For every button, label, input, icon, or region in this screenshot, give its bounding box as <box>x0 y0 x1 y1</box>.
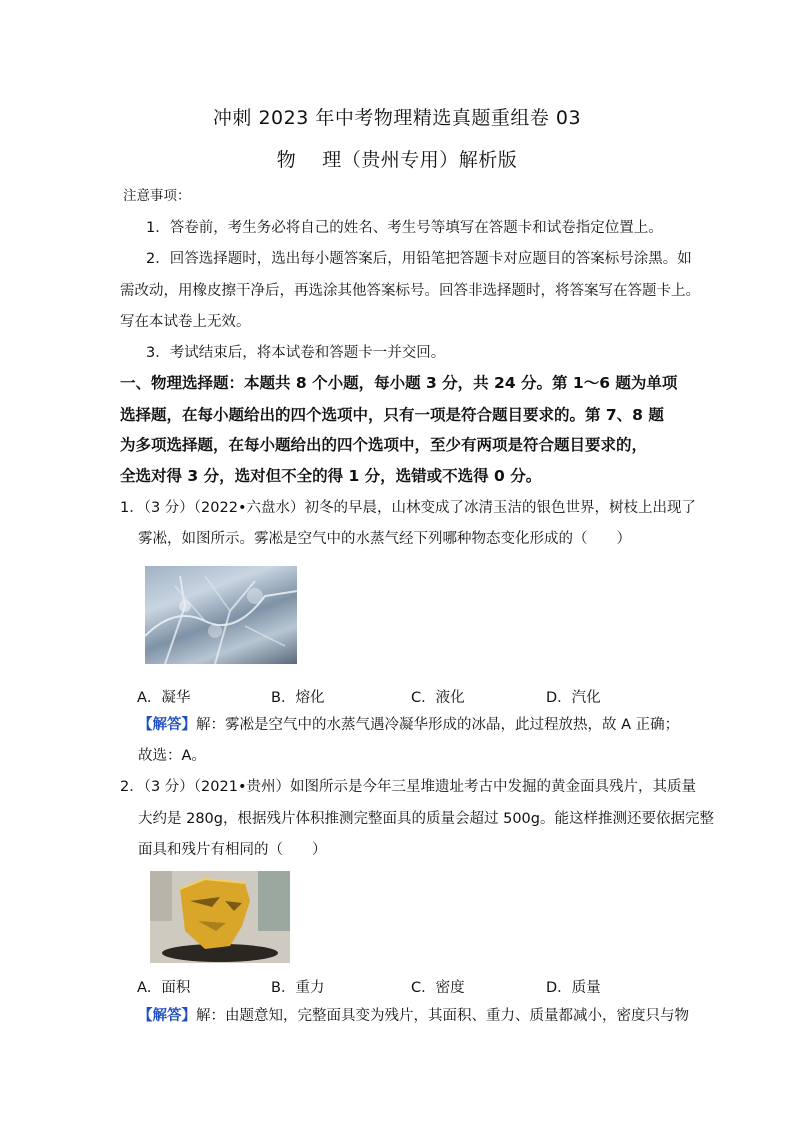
answer-tag: 【解答】 <box>138 1008 196 1024</box>
page-subtitle: 物 理（贵州专用）解析版 <box>276 149 518 171</box>
section-1-line-2: 选择题，在每小题给出的四个选项中，只有一项是符合题目要求的。第 7、8 题 <box>120 406 664 424</box>
q2-option-a: A．面积 <box>137 980 191 996</box>
q1-option-c: C．液化 <box>411 690 465 706</box>
question-2-line-2: 大约是 280g，根据残片体积推测完整面具的质量会超过 500g。能这样推测还要依据完整 <box>138 811 714 827</box>
q1-option-b: B．熔化 <box>271 690 325 706</box>
q2-option-b: B．重力 <box>271 980 325 996</box>
q2-answer <box>138 1009 689 1024</box>
notice-item-3: 3．考试结束后，将本试卷和答题卡一并交回。 <box>146 345 446 361</box>
notice-item-1: 1．答卷前，考生务必将自己的姓名、考生号等填写在答题卡和试卷指定位置上。 <box>146 220 663 236</box>
section-1-line-1: 一、物理选择题：本题共 8 个小题，每小题 3 分，共 24 分。第 1～6 题为单项 <box>120 374 678 392</box>
q1-answer <box>138 718 679 733</box>
answer-tag: 【解答】 <box>138 717 196 733</box>
notice-item-2-line-1: 2．回答选择题时，选出每小题答案后，用铅笔把答题卡对应题目的答案标号涂黑。如 <box>146 251 692 267</box>
question-1-line-2: 雾凇，如图所示。雾凇是空气中的水蒸气经下列哪种物态变化形成的（ ） <box>138 531 631 547</box>
q1-choice: 故选：A。 <box>138 748 206 764</box>
answer-text: 解：由题意知，完整面具变为残片，其面积、重力、质量都减小，密度只与物 <box>196 1008 689 1024</box>
section-1-line-3: 为多项选择题，在每小题给出的四个选项中，至少有两项是符合题目要求的， <box>120 436 648 454</box>
q1-option-d: D．汽化 <box>546 690 601 706</box>
question-2-line-1: 2．（3 分）（2021•贵州）如图所示是今年三星堆遗址考古中发掘的黄金面具残片，其质量 <box>120 779 697 795</box>
notice-item-2-line-3: 写在本试卷上无效。 <box>120 314 251 330</box>
q2-option-c: C．密度 <box>411 980 465 996</box>
q2-option-d: D．质量 <box>546 980 601 996</box>
notice-heading: 注意事项： <box>123 188 191 204</box>
page-title: 冲刺 2023 年中考物理精选真题重组卷 03 <box>212 107 582 129</box>
question-2-line-3: 面具和残片有相同的（ ） <box>138 842 327 858</box>
notice-item-2-line-2: 需改动，用橡皮擦干净后，再选涂其他答案标号。回答非选择题时，将答案写在答题卡上。 <box>120 283 700 299</box>
rime-photo <box>145 566 297 664</box>
gold-mask-photo <box>150 871 290 963</box>
question-1-line-1: 1．（3 分）（2022•六盘水）初冬的早晨，山林变成了冰清玉洁的银色世界，树枝上出现了 <box>120 500 697 516</box>
answer-text: 解：雾凇是空气中的水蒸气遇冷凝华形成的冰晶，此过程放热，故 A 正确； <box>196 717 680 733</box>
section-1-line-4: 全选对得 3 分，选对但不全的得 1 分，选错或不选得 0 分。 <box>120 467 542 485</box>
q1-option-a: A．凝华 <box>137 690 191 706</box>
